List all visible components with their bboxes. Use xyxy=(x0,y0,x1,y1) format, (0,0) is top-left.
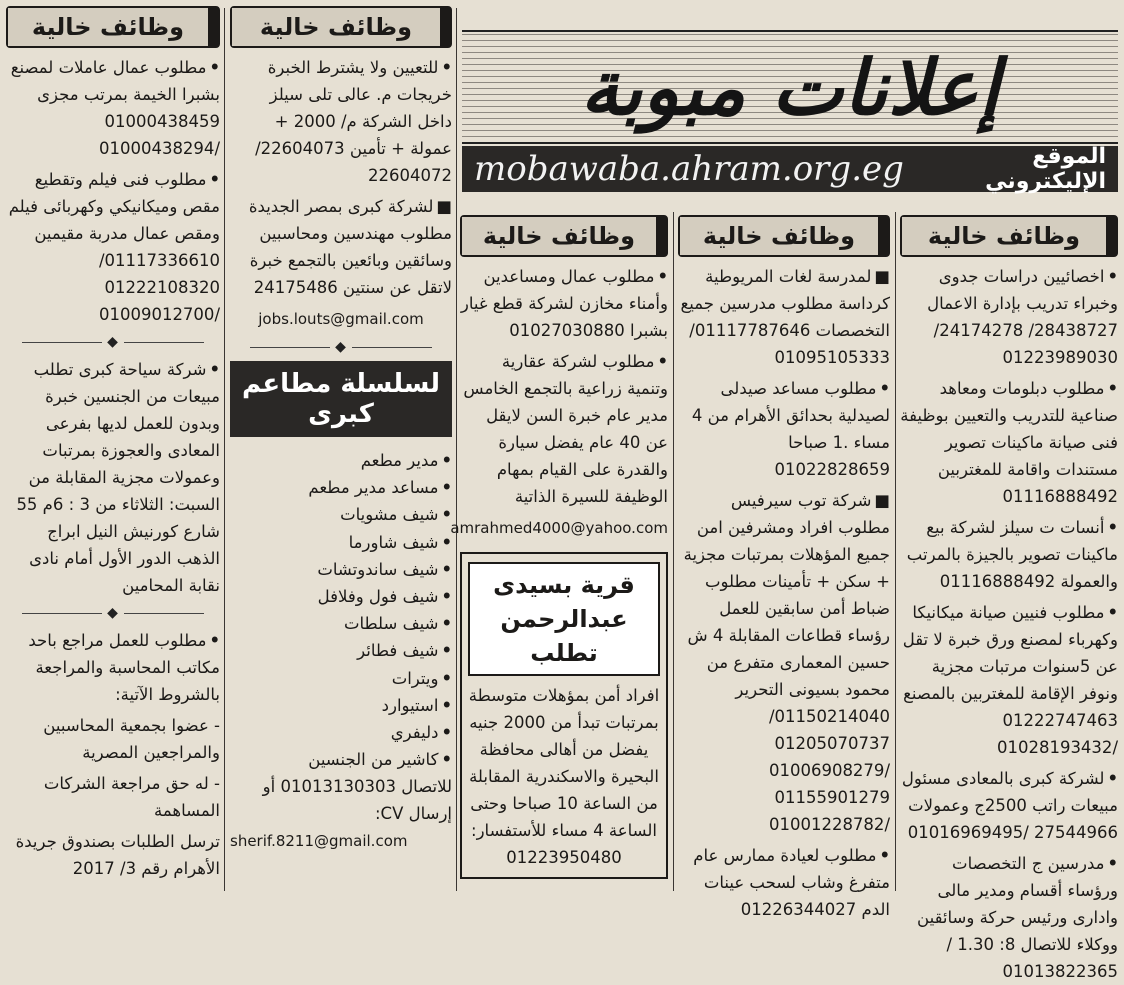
masthead-banner xyxy=(462,30,1118,144)
separator: ◆ xyxy=(230,339,452,355)
website-url[interactable]: mobawaba.ahram.org.eg xyxy=(474,149,904,189)
ad-item: •للتعيين ولا يشترط الخبرة خريجات م. عالى تلى سيلز داخل الشركة م/ 2000 + عمولة + تأمين 22604073/ 22604072 xyxy=(255,58,452,185)
header-bar xyxy=(878,217,888,255)
village-ad-title: قرية بسيدى عبدالرحمن تطلب xyxy=(468,562,660,676)
ad-item: ■شركة توب سيرفيس مطلوب افراد ومشرفين امن جميع المؤهلات بمرتبات مجزية + سكن + تأمينات مطلوب ضباط أمن سابقين للعمل رؤساء قطاعات المقابلة 4 ش حسين المعمارى متفرع من محمود بسيونى التحرير 01150214040/ 01205070737 /01006908279 01155901279 /01001228782 xyxy=(683,491,890,834)
column-rule xyxy=(673,212,674,891)
ad-item: •مطلوب عمال عاملات لمصنع بشبرا الخيمة بمرتب مجزى 01000438459 /01000438294 xyxy=(10,58,220,158)
ad-item: •اخصائيين دراسات جدوى وخبراء تدريب بإدارة الاعمال 28438727/ 24174278/ 01223989030 xyxy=(927,267,1118,367)
position-item: •دليفري xyxy=(390,723,452,743)
header-bar xyxy=(440,8,450,46)
ad-item: •مطلوب مساعد صيدلى لصيدلية بحدائق الأهرام من 4 مساء .1 صباحا 01022828659 xyxy=(691,379,890,479)
ad-item: •مدرسين ج التخصصات ورؤساء أقسام ومدير مالى وادارى ورئيس حركة وسائقين ووكلاء للاتصال 8: 1.30 / 01013822365 xyxy=(917,854,1118,981)
section-header: وظائف خالية xyxy=(460,215,668,257)
restaurant-contact: للاتصال 01013130303 أو إرسال CV: xyxy=(262,777,452,824)
position-item: •استيوارد xyxy=(381,695,452,715)
header-bar xyxy=(1106,217,1116,255)
column-rule xyxy=(895,212,896,891)
restaurant-email[interactable]: sherif.8211@gmail.com xyxy=(230,832,408,851)
column-4 xyxy=(678,215,890,919)
header-bar xyxy=(656,217,666,255)
ad-item: •شركة سياحة كبرى تطلب مبيعات من الجنسين خبرة وبدون للعمل لديها بفرعى المعادى والعجوزة بمرتبات وعمولات مجزية المقابلة من السبت: الثلاثاء من 3 : 6م 55 شارع كورنيش النيل ابراج الذهب الدور الأول أمام نادى نقابة المحامين xyxy=(16,360,220,595)
ad-item: •مطلوب دبلومات ومعاهد صناعية للتدريب والتعيين بوظيفة فنى صيانة ماكينات تصوير مستندات واقامة للمغتربين 01116888492 xyxy=(900,379,1118,506)
ad-item: •أنسات ت سيلز لشركة بيع ماكينات تصوير بالجيزة بالمرتب والعمولة 01116888492 xyxy=(906,518,1118,591)
ad-item: •مطلوب فنى فيلم وتقطيع مقص وميكانيكي وكهربائى فيلم ومقص عمال مدربة مقيمين 01117336610/ 01222108320 /01009012700 xyxy=(8,170,220,324)
position-item: •شيف فول وفلافل xyxy=(317,587,452,607)
village-ad-body: افراد أمن بمؤهلات متوسطة بمرتبات تبدأ من 2000 جنيه يفضل من أهالى محافظة البحيرة والاسكندرية المقابلة من الساعة 10 صباحا وحتى الساعة 4 مساء للأستفسار: 01223950480 xyxy=(468,686,660,867)
position-item: •شيف سلطات xyxy=(343,614,452,634)
column-rule xyxy=(224,8,225,891)
position-item: •شيف فطائر xyxy=(357,641,452,661)
ad-item: ترسل الطلبات بصندوق جريدة الأهرام رقم 3/ 2017 xyxy=(15,832,220,878)
ad-email[interactable]: amrahmed4000@yahoo.com xyxy=(450,519,668,537)
restaurant-chain-title: لسلسلة مطاعم كبرى xyxy=(230,361,452,437)
section-header: وظائف خالية xyxy=(900,215,1118,257)
ad-item: - له حق مراجعة الشركات المساهمة xyxy=(43,774,220,820)
column-1 xyxy=(6,6,220,893)
position-item: •مساعد مدير مطعم xyxy=(308,478,452,498)
ad-item: ■لمدرسة لغات المريوطية كرداسة مطلوب مدرسين جميع التخصصات 01117787646/ 01095105333 xyxy=(680,267,890,367)
position-item: •شيف ساندوتشات xyxy=(317,559,452,579)
website-label: الموقع الإليكتروني xyxy=(985,144,1106,194)
ad-item: •مطلوب فنيين صيانة ميكانيكا وكهرباء لمصنع ورق خبرة لا تقل عن 5سنوات مرتبات مجزية ونوفر الإقامة للمغتربين بالمصنع 01222747463 /01028193432 xyxy=(902,603,1118,757)
position-item: •ويترات xyxy=(391,668,452,688)
position-item: •كاشير من الجنسين xyxy=(308,750,452,770)
ad-item: - عضوا بجمعية المحاسبين والمراجعين المصرية xyxy=(43,716,220,762)
header-bar xyxy=(208,8,218,46)
column-rule xyxy=(456,8,457,891)
column-5 xyxy=(900,215,1118,981)
position-item: •شيف مشويات xyxy=(340,505,452,525)
ad-item: •مطلوب للعمل مراجع باحد مكاتب المحاسبة والمراجعة بالشروط الآتية: xyxy=(28,631,220,704)
ad-item: •مطلوب لعيادة ممارس عام متفرغ وشاب لسحب عينات الدم 01226344027 xyxy=(693,846,890,919)
ad-item: •لشركة كبرى بالمعادى مسئول مبيعات راتب 2500ج وعمولات 27544966 /01016969495 xyxy=(901,769,1118,842)
position-item: •مدير مطعم xyxy=(360,451,452,470)
website-strip xyxy=(462,146,1118,192)
section-header: وظائف خالية xyxy=(230,6,452,48)
ad-item: ■لشركة كبرى بمصر الجديدة مطلوب مهندسين ومحاسبين وسائقين وبائعين بالتجمع خبرة لاتقل عن سنتين 24175486 xyxy=(248,197,452,297)
separator: ◆ xyxy=(6,605,220,621)
column-2 xyxy=(230,6,452,893)
masthead-title: إعلانات مبوبة xyxy=(580,42,1000,132)
ad-item: •مطلوب عمال ومساعدين وأمناء مخازن لشركة قطع غيار بشبرا 01027030880 xyxy=(460,267,668,340)
separator: ◆ xyxy=(6,334,220,350)
column-3 xyxy=(450,215,668,893)
ad-item: •مطلوب لشركة عقارية وتنمية زراعية بالتجمع الخامس مدير عام خبرة السن لايقل عن 40 عام يفضل سيارة والقدرة على القيام بمهام الوظيفة للسيرة الذاتية xyxy=(463,352,668,506)
position-item: •شيف شاورما xyxy=(348,532,452,552)
ad-email[interactable]: jobs.louts@gmail.com xyxy=(258,310,424,328)
section-header: وظائف خالية xyxy=(678,215,890,257)
section-header: وظائف خالية xyxy=(6,6,220,48)
village-ad xyxy=(460,552,668,879)
